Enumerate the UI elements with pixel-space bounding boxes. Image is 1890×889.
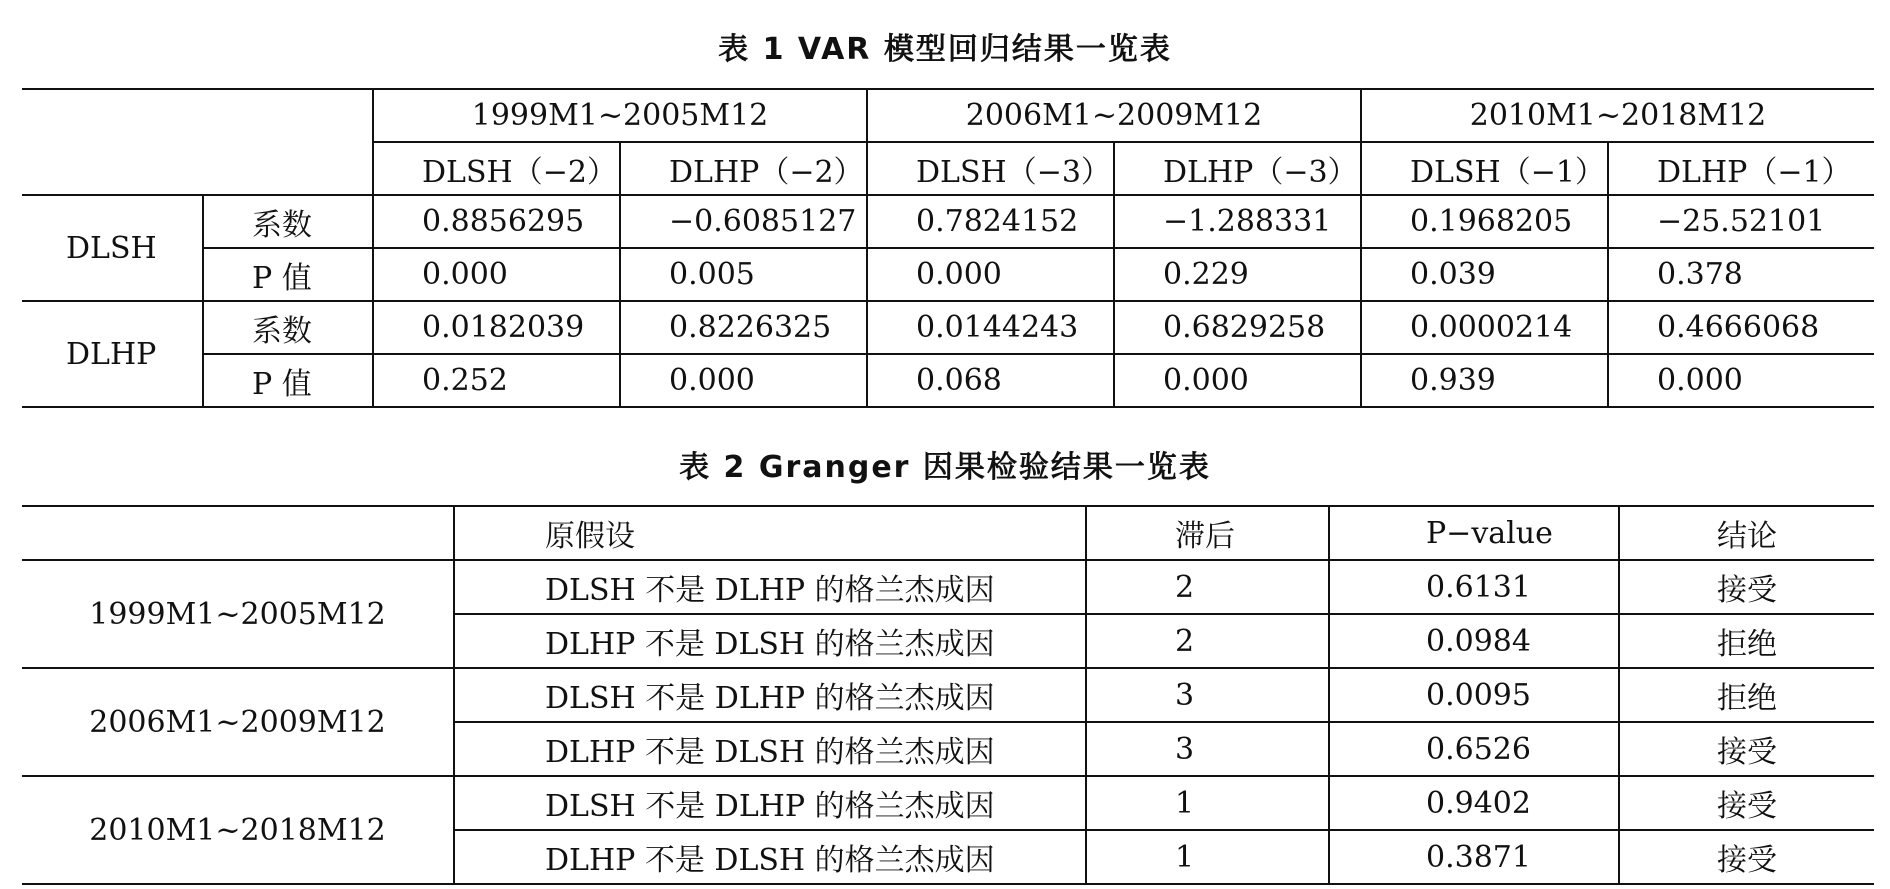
variable-header: DLHP（−2） — [620, 142, 867, 195]
table2-caption: 表 2 Granger 因果检验结果一览表 — [679, 450, 1211, 485]
empty-corner-cell — [22, 89, 373, 195]
table-cell: 0.252 — [373, 354, 620, 407]
table-cell: 0.039 — [1361, 248, 1608, 301]
table-cell: 0.378 — [1608, 248, 1874, 301]
variable-header: DLSH（−1） — [1361, 142, 1608, 195]
table-row — [22, 195, 1874, 248]
pvalue-cell: 0.6526 — [1329, 722, 1619, 776]
column-header-conclusion: 结论 — [1619, 506, 1874, 560]
table-row — [22, 301, 1874, 354]
pvalue-cell: 0.0095 — [1329, 668, 1619, 722]
pvalue-cell: 0.6131 — [1329, 560, 1619, 614]
conclusion-cell: 拒绝 — [1619, 614, 1874, 668]
variable-header: DLSH（−3） — [867, 142, 1114, 195]
hypothesis-cell: DLSH 不是 DLHP 的格兰杰成因 — [454, 668, 1086, 722]
conclusion-cell: 接受 — [1619, 776, 1874, 830]
empty-corner-cell — [22, 506, 454, 560]
table-cell: 0.068 — [867, 354, 1114, 407]
pvalue-cell: 0.3871 — [1329, 830, 1619, 884]
table-cell: 0.1968205 — [1361, 195, 1608, 248]
table-row — [22, 776, 1874, 830]
period-label: 2006M1~2009M12 — [22, 668, 454, 776]
pvalue-cell: 0.9402 — [1329, 776, 1619, 830]
hypothesis-cell: DLSH 不是 DLHP 的格兰杰成因 — [454, 776, 1086, 830]
lag-cell: 3 — [1086, 722, 1329, 776]
dependent-variable-label: DLSH — [22, 195, 203, 301]
variable-header: DLHP（−3） — [1114, 142, 1361, 195]
header-row — [22, 506, 1874, 560]
table-cell: 0.939 — [1361, 354, 1608, 407]
conclusion-cell: 接受 — [1619, 722, 1874, 776]
table-row — [22, 560, 1874, 614]
table-cell: 0.0182039 — [373, 301, 620, 354]
table-cell: −1.288331 — [1114, 195, 1361, 248]
column-header-hypothesis: 原假设 — [454, 506, 1086, 560]
table-cell: 0.7824152 — [867, 195, 1114, 248]
period-header: 2006M1~2009M12 — [867, 89, 1361, 142]
variable-header: DLHP（−1） — [1608, 142, 1874, 195]
table-cell: 0.000 — [373, 248, 620, 301]
pvalue-cell: 0.0984 — [1329, 614, 1619, 668]
table-cell: 0.000 — [1608, 354, 1874, 407]
conclusion-cell: 接受 — [1619, 830, 1874, 884]
period-label: 1999M1~2005M12 — [22, 560, 454, 668]
lag-cell: 3 — [1086, 668, 1329, 722]
conclusion-cell: 拒绝 — [1619, 668, 1874, 722]
column-header-pvalue: P−value — [1329, 506, 1619, 560]
column-header-lag: 滞后 — [1086, 506, 1329, 560]
hypothesis-cell: DLHP 不是 DLSH 的格兰杰成因 — [454, 614, 1086, 668]
table-cell: 0.8226325 — [620, 301, 867, 354]
table-cell: 0.4666068 — [1608, 301, 1874, 354]
dependent-variable-label: DLHP — [22, 301, 203, 407]
stat-label: P 值 — [203, 354, 373, 407]
period-header: 2010M1~2018M12 — [1361, 89, 1874, 142]
table1-caption: 表 1 VAR 模型回归结果一览表 — [718, 32, 1172, 67]
lag-cell: 1 — [1086, 776, 1329, 830]
table-cell: 0.229 — [1114, 248, 1361, 301]
table-cell: 0.000 — [1114, 354, 1361, 407]
hypothesis-cell: DLHP 不是 DLSH 的格兰杰成因 — [454, 722, 1086, 776]
var-results-table — [22, 88, 1874, 408]
lag-cell: 2 — [1086, 614, 1329, 668]
table-cell: 0.8856295 — [373, 195, 620, 248]
table-row — [22, 668, 1874, 722]
stat-label: 系数 — [203, 195, 373, 248]
table-cell: 0.000 — [867, 248, 1114, 301]
table-cell: 0.6829258 — [1114, 301, 1361, 354]
lag-cell: 1 — [1086, 830, 1329, 884]
table-cell: 0.0000214 — [1361, 301, 1608, 354]
table-cell: −0.6085127 — [620, 195, 867, 248]
table-cell: 0.005 — [620, 248, 867, 301]
hypothesis-cell: DLSH 不是 DLHP 的格兰杰成因 — [454, 560, 1086, 614]
granger-results-table — [22, 505, 1874, 885]
hypothesis-cell: DLHP 不是 DLSH 的格兰杰成因 — [454, 830, 1086, 884]
stat-label: 系数 — [203, 301, 373, 354]
lag-cell: 2 — [1086, 560, 1329, 614]
conclusion-cell: 接受 — [1619, 560, 1874, 614]
table-cell: 0.000 — [620, 354, 867, 407]
table-row — [22, 354, 1874, 407]
table-cell: −25.52101 — [1608, 195, 1874, 248]
stat-label: P 值 — [203, 248, 373, 301]
period-header-row — [22, 89, 1874, 142]
table-cell: 0.0144243 — [867, 301, 1114, 354]
period-label: 2010M1~2018M12 — [22, 776, 454, 884]
variable-header: DLSH（−2） — [373, 142, 620, 195]
table-row — [22, 248, 1874, 301]
period-header: 1999M1~2005M12 — [373, 89, 867, 142]
